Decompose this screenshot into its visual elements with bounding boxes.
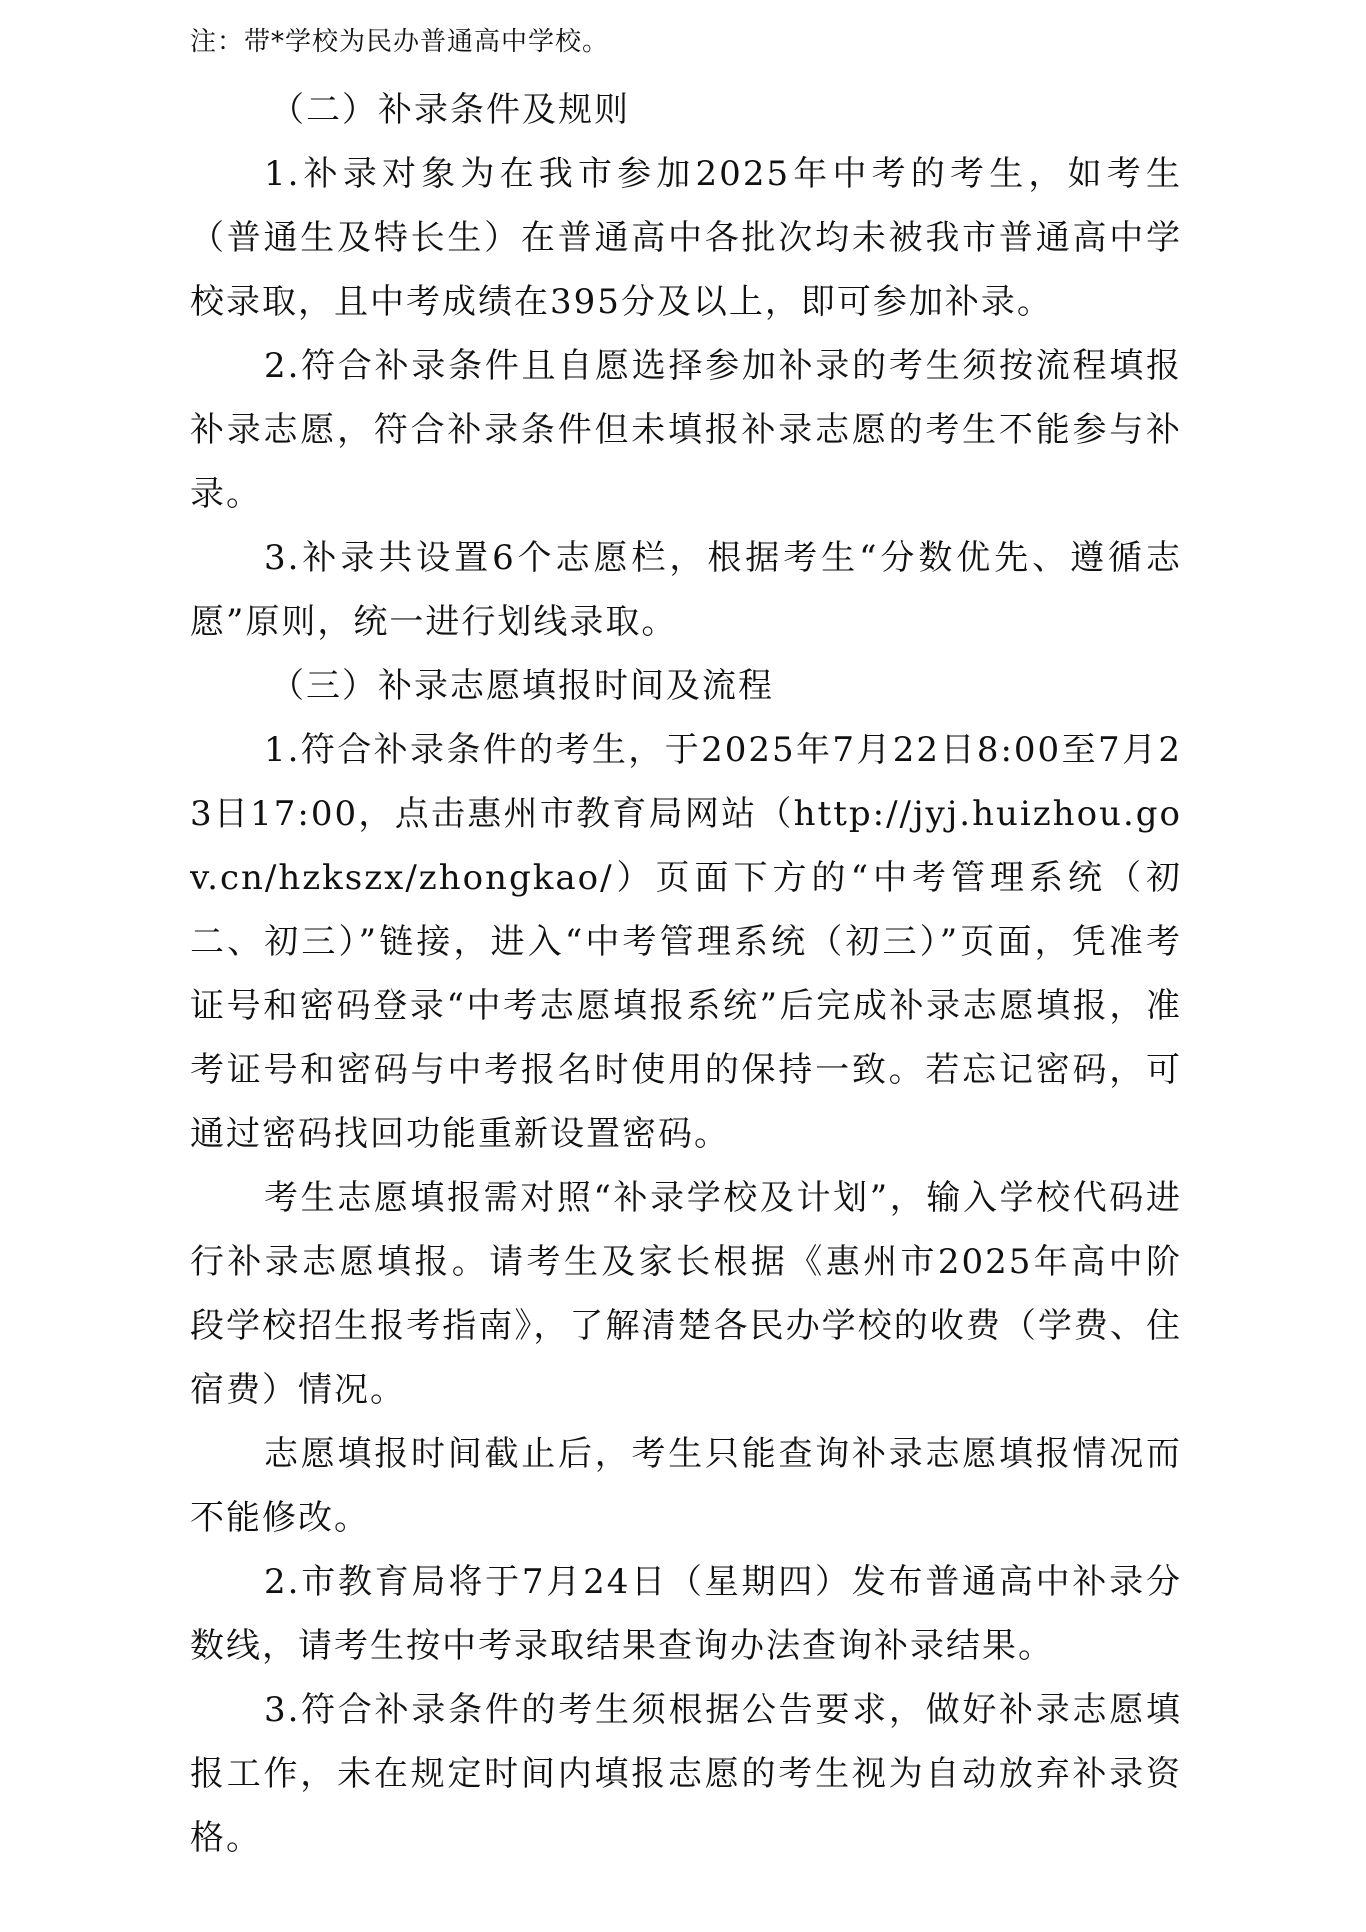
section-2-paragraph-1: 1.补录对象为在我市参加2025年中考的考生，如考生（普通生及特长生）在普通高中各批次均未被我市普通高中学校录取，且中考成绩在395分及以上，即可参加补录。 — [190, 154, 1182, 322]
section-3-heading: （三）补录志愿填报时间及流程 — [270, 666, 774, 706]
section-3-paragraph-1: 1.符合补录条件的考生，于2025年7月22日8:00至7月23日17:00，点击惠州市教育局网站（http://jyj.huizhou.gov.cn/hzkszx/zhongkao/）页面下方的“中考管理系统（初二、初三）”链接，进入“中考管理系统（初三）”页面，凭准考证号和密码登录“中考志愿填报系统”后完成补录志愿填报，准考证号和密码与中考报名时使用的保持一致。若忘记密码，可通过密码找回功能重新设置密码。 — [190, 730, 1182, 1154]
section-2-heading: （二）补录条件及规则 — [270, 90, 630, 130]
section-2-paragraph-3: 3.补录共设置6个志愿栏，根据考生“分数优先、遵循志愿”原则，统一进行划线录取。 — [190, 538, 1182, 642]
section-3-paragraph-3: 志愿填报时间截止后，考生只能查询补录志愿填报情况而不能修改。 — [190, 1434, 1182, 1538]
section-2-paragraph-2: 2.符合补录条件且自愿选择参加补录的考生须按流程填报补录志愿，符合补录条件但未填报补录志愿的考生不能参与补录。 — [190, 346, 1182, 514]
section-3-paragraph-5: 3.符合补录条件的考生须根据公告要求，做好补录志愿填报工作，未在规定时间内填报志愿的考生视为自动放弃补录资格。 — [190, 1690, 1182, 1858]
note-text: 注：带*学校为民办普通高中学校。 — [190, 27, 610, 57]
section-3-paragraph-4: 2.市教育局将于7月24日（星期四）发布普通高中补录分数线，请考生按中考录取结果查询办法查询补录结果。 — [190, 1562, 1182, 1666]
document-body — [190, 78, 1182, 1870]
section-3-paragraph-2: 考生志愿填报需对照“补录学校及计划”，输入学校代码进行补录志愿填报。请考生及家长根据《惠州市2025年高中阶段学校招生报考指南》，了解清楚各民办学校的收费（学费、住宿费）情况。 — [190, 1178, 1182, 1410]
